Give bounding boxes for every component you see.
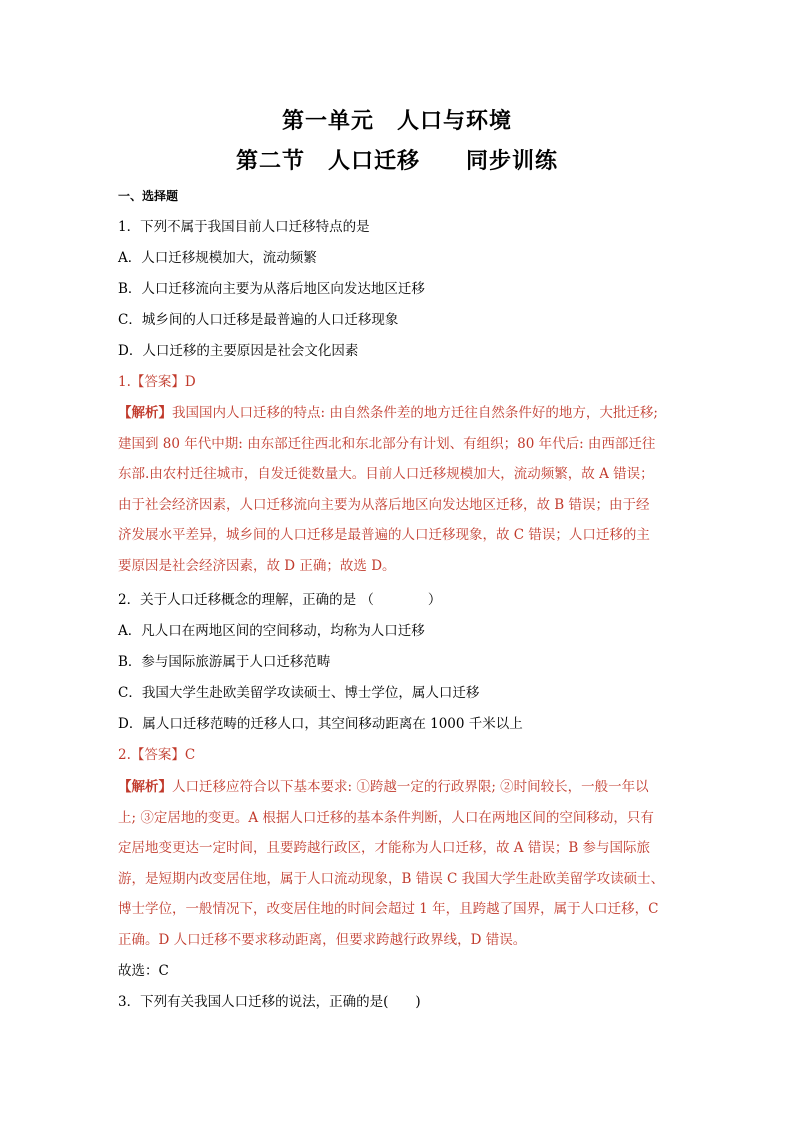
question-1-analysis	[118, 398, 678, 581]
section-title: 第二节 人口迁移 同步训练	[235, 149, 558, 174]
analysis-tag: 【解析】	[118, 405, 172, 421]
question-2-stem: 2．关于人口迁移概念的理解，正确的是 （ ）	[118, 592, 442, 608]
analysis-line: 建国到 80 年代中期: 由东部迁往西北和东北部分有计划、有组织；80 年代后: 由西部迁往	[118, 435, 656, 452]
question-1-option-d: D．人口迁移的主要原因是社会文化因素	[118, 343, 359, 359]
question-type-heading: 一、选择题	[118, 189, 179, 203]
question-1-option-c: C．城乡间的人口迁移是最普遍的人口迁移现象	[118, 312, 399, 328]
question-3-stem: 3．下列有关我国人口迁移的说法，正确的是( )	[118, 994, 421, 1010]
question-2-answer: 2.【答案】C	[118, 747, 196, 763]
question-2-conclusion: 故选：C	[118, 963, 169, 979]
question-2-analysis	[118, 772, 678, 955]
analysis-line: 【解析】我国国内人口迁移的特点: 由自然条件差的地方迁往自然条件好的地方，大批迁移;	[118, 405, 658, 421]
analysis-line: 上; ③定居地的变更。A 根据人口迁移的基本条件判断，人口在两地区间的空间移动，只有	[118, 809, 654, 826]
unit-title: 第一单元 人口与环境	[281, 109, 512, 134]
question-2-option-a: A．凡人口在两地区间的空间移动，均称为人口迁移	[118, 623, 425, 639]
analysis-line: 济发展水平差异，城乡间的人口迁移是最普遍的人口迁移现象，故 C 错误；人口迁移的主	[118, 527, 650, 543]
question-2-option-b: B．参与国际旅游属于人口迁移范畴	[118, 654, 331, 670]
analysis-tag: 【解析】	[118, 779, 172, 795]
analysis-line: 游，是短期内改变居住地，属于人口流动现象，B 错误 C 我国大学生赴欧美留学攻读硕士、	[118, 870, 665, 887]
question-1-stem: 1．下列不属于我国目前人口迁移特点的是	[118, 219, 370, 235]
question-1-answer: 1.【答案】D	[118, 374, 196, 390]
analysis-line: 东部.由农村迁往城市，自发迁徙数量大。目前人口迁移规模加大，流动频繁，故 A 错误；	[118, 466, 654, 482]
analysis-line: 定居地变更达一定时间，且要跨越行政区，才能称为人口迁移，故 A 错误；B 参与国际旅	[118, 840, 651, 856]
question-1-option-a: A．人口迁移规模加大，流动频繁	[118, 250, 317, 266]
analysis-line: 博士学位，一般情况下，改变居住地的时间会超过 1 年，且跨越了国界，属于人口迁移，C	[118, 901, 659, 917]
analysis-line: 由于社会经济因素，人口迁移流向主要为从落后地区向发达地区迁移，故 B 错误；由于经	[118, 496, 650, 513]
analysis-line: 【解析】人口迁移应符合以下基本要求: ①跨越一定的行政界限; ②时间较长，一般一年以	[118, 779, 649, 795]
question-2-option-d: D．属人口迁移范畴的迁移人口，其空间移动距离在 1000 千米以上	[118, 716, 523, 732]
analysis-line: 正确。D 人口迁移不要求移动距离，但要求跨越行政界线，D 错误。	[118, 931, 527, 948]
question-1-option-b: B．人口迁移流向主要为从落后地区向发达地区迁移	[118, 281, 425, 297]
analysis-line: 要原因是社会经济因素，故 D 正确；故选 D。	[118, 557, 396, 574]
question-2-option-c: C．我国大学生赴欧美留学攻读硕士、博士学位，属人口迁移	[118, 685, 480, 701]
